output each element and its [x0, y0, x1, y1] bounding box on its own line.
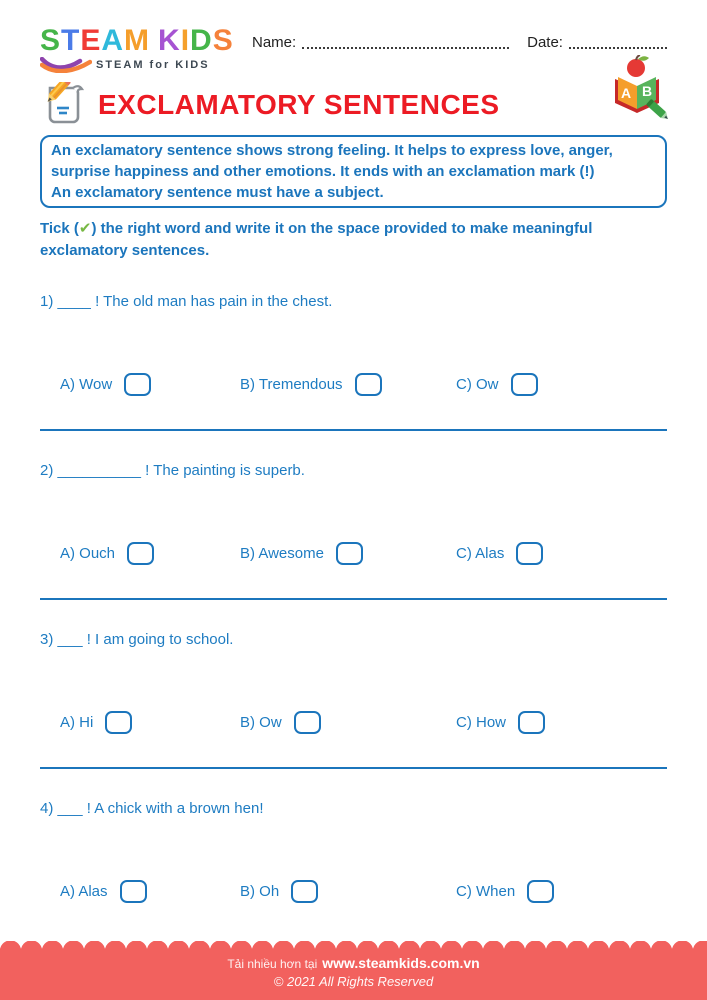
logo-letter: I — [180, 24, 191, 57]
question-line — [40, 798, 667, 820]
question-number: 3) — [40, 631, 54, 648]
options-row — [40, 880, 667, 903]
option — [60, 542, 240, 565]
name-field[interactable] — [302, 34, 509, 49]
question-text: ! The old man has pain in the chest. — [95, 293, 333, 310]
option — [60, 711, 240, 734]
question-blank[interactable]: ____ — [57, 293, 91, 310]
option — [60, 880, 240, 903]
option-label: A) Hi — [60, 714, 94, 731]
option-label: B) Oh — [240, 883, 280, 900]
divider-line — [40, 767, 667, 769]
divider-line — [40, 429, 667, 431]
logo-letter: E — [80, 24, 102, 57]
option-label: B) Awesome — [240, 545, 324, 562]
page-title: EXCLAMATORY SENTENCES — [98, 89, 500, 120]
option-label: B) Ow — [240, 714, 282, 731]
option-label: A) Ouch — [60, 545, 116, 562]
options-row — [40, 542, 667, 565]
options-row — [40, 711, 667, 734]
option-checkbox[interactable] — [294, 711, 321, 734]
definition-line: An exclamatory sentence must have a subject. — [51, 184, 384, 201]
logo-bottom — [40, 57, 252, 73]
footer-inner — [0, 951, 707, 1000]
question-line — [40, 629, 667, 651]
question-number: 1) — [40, 293, 54, 310]
option-checkbox[interactable] — [355, 373, 382, 396]
logo-subtitle: STEAM for KIDS — [96, 59, 210, 71]
options-row — [40, 373, 667, 396]
question-text: ! A chick with a brown hen! — [86, 800, 264, 817]
instructions-suffix: ) the right word and write it on the space provided to make meaningful exclamatory sentences. — [40, 220, 593, 259]
pencil-paper-icon — [40, 82, 88, 128]
date-label: Date: — [527, 34, 563, 51]
option-label: B) Tremendous — [240, 376, 343, 393]
logo-letter: M — [124, 24, 151, 57]
header — [40, 0, 667, 73]
option — [60, 373, 240, 396]
name-date-row — [252, 34, 667, 51]
option-checkbox[interactable] — [120, 880, 147, 903]
option — [456, 542, 667, 565]
check-icon: ✔ — [78, 220, 92, 237]
question-text: ! The painting is superb. — [145, 462, 305, 479]
option — [456, 880, 667, 903]
footer-prefix: Tải nhiều hơn tại — [227, 957, 318, 971]
definition-line: surprise happiness and other emotions. It ends with an exclamation mark (!) — [51, 163, 595, 180]
question-blank[interactable]: ___ — [57, 631, 83, 648]
logo-letter: T — [61, 24, 81, 57]
instructions — [40, 218, 667, 262]
logo-letter: K — [158, 24, 181, 57]
option-checkbox[interactable] — [516, 542, 543, 565]
svg-text:A: A — [620, 85, 632, 101]
logo-wordmark — [40, 26, 252, 56]
divider-line — [40, 598, 667, 600]
option-label: C) Ow — [456, 376, 499, 393]
title-row — [40, 79, 667, 131]
option — [240, 711, 456, 734]
logo-letter: A — [101, 24, 125, 57]
option-label: A) Alas — [60, 883, 108, 900]
option — [456, 373, 667, 396]
question-block — [40, 629, 667, 769]
footer-copyright: © 2021 All Rights Reserved — [273, 974, 434, 989]
abc-book-icon — [609, 55, 671, 121]
option-checkbox[interactable] — [511, 373, 538, 396]
footer-download-line — [0, 955, 707, 971]
footer-url-link[interactable]: www.steamkids.com.vn — [322, 955, 480, 971]
logo-swoosh-icon — [40, 57, 92, 73]
footer — [0, 941, 707, 1000]
questions — [40, 291, 667, 903]
option-label: C) Alas — [456, 545, 505, 562]
option-checkbox[interactable] — [291, 880, 318, 903]
steamkids-logo — [40, 26, 252, 73]
option — [240, 373, 456, 396]
option-label: C) When — [456, 883, 516, 900]
question-block — [40, 460, 667, 600]
option-checkbox[interactable] — [336, 542, 363, 565]
option-checkbox[interactable] — [518, 711, 545, 734]
definition-line: An exclamatory sentence shows strong feeling. It helps to express love, anger, — [51, 142, 613, 159]
definition-lines — [51, 140, 656, 203]
option-checkbox[interactable] — [105, 711, 132, 734]
question-number: 2) — [40, 462, 54, 479]
question-blank[interactable]: ___ — [57, 800, 83, 817]
option-checkbox[interactable] — [124, 373, 151, 396]
option-label: A) Wow — [60, 376, 113, 393]
date-field[interactable] — [569, 34, 667, 49]
option-label: C) How — [456, 714, 507, 731]
definition-box — [40, 135, 667, 208]
question-line — [40, 291, 667, 313]
name-label: Name: — [252, 34, 297, 51]
option — [240, 542, 456, 565]
option-checkbox[interactable] — [527, 880, 554, 903]
option-checkbox[interactable] — [127, 542, 154, 565]
footer-scallop-edge — [0, 941, 707, 951]
svg-text:B: B — [641, 83, 653, 99]
instructions-prefix: Tick ( — [40, 220, 79, 237]
question-blank[interactable]: __________ — [57, 462, 141, 479]
question-block — [40, 798, 667, 903]
logo-letter — [150, 26, 158, 56]
logo-letter: S — [40, 24, 62, 57]
logo-letter: S — [212, 24, 234, 57]
option — [240, 880, 456, 903]
question-block — [40, 291, 667, 431]
logo-letter: D — [190, 24, 213, 57]
question-text: ! I am going to school. — [86, 631, 234, 648]
question-number: 4) — [40, 800, 54, 817]
option — [456, 711, 667, 734]
question-line — [40, 460, 667, 482]
